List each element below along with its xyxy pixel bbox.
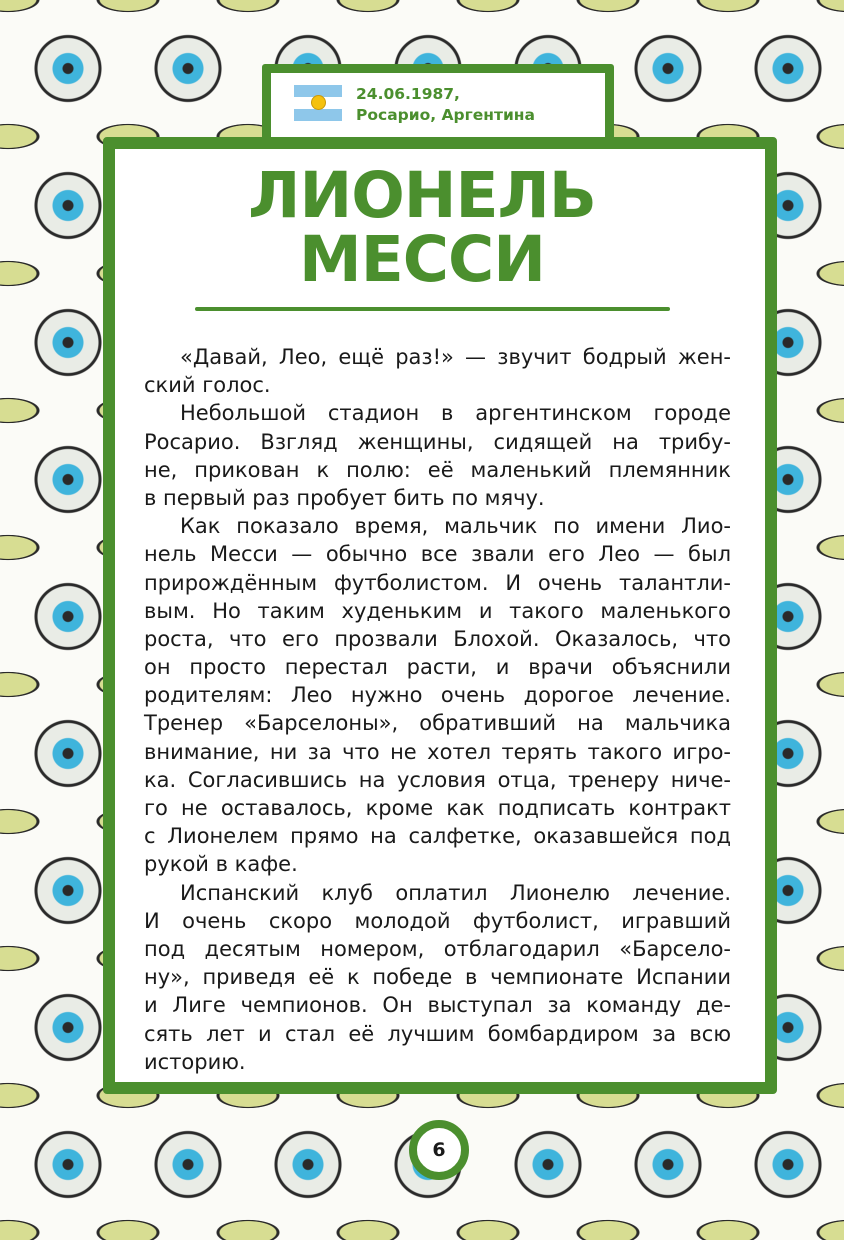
paragraph-3-line: родителям: Лео нужно очень дорогое лечение. [144,683,731,708]
paragraph-3-line: го не оставалось, кроме как подписать контракт [144,796,731,820]
birth-info [356,84,535,126]
paragraph-3-line: рукой в кафе. [144,852,298,877]
paragraph-1-line: «Давай, Лео, ещё раз!» — звучит бодрый жен- [180,345,731,369]
page-title [0,159,844,296]
paragraph-3-line: с Лионелем прямо на салфетке, оказавшейся под [144,824,731,849]
paragraph-3-line: нель Месси — обычно все звали его Лео — был [144,542,731,567]
title-divider [195,307,670,311]
birth-place: Росарио, Аргентина [356,106,535,124]
paragraph-4-line: И очень скоро молодой футболист, игравший [144,908,731,933]
paragraph-3-line: Как показало время, мальчик по имени Лио- [180,514,731,539]
paragraph-3-line: прирождённым футболистом. И очень талантли- [144,570,731,595]
paragraph-4-line: и Лиге чемпионов. Он выступал за команду де- [144,993,731,1018]
paragraph-3-line: ка. Согласившись на условия отца, тренеру ниче- [144,767,731,792]
paragraph-3-line: он просто перестал расти, и врачи объяснили [144,655,731,680]
paragraph-4-line: ну», приведя её к победе в чемпионате Испании [144,965,731,990]
paragraph-2-line: Росарио. Взгляд женщины, сидящей на трибу- [144,429,731,454]
page-number: 6 [409,1120,469,1180]
paragraph-3-line: внимание, ни за что не хотел терять такого игро- [144,739,731,764]
paragraph-4-line: под десятым номером, отблагодарил «Барсело- [144,936,731,961]
article-body [144,343,731,1076]
paragraph-3-line: вым. Но таким худеньким и такого маленького [144,598,731,623]
title-last-name: МЕССИ [299,223,545,296]
paragraph-4-line: Испанский клуб оплатил Лионелю лечение. [180,880,731,905]
paragraph-2-line: не, прикован к полю: её маленький племянник [144,457,731,482]
birth-date: 24.06.1987, [356,85,460,103]
paragraph-1-line: ский голос. [144,373,271,398]
argentina-flag-icon [294,85,342,121]
paragraph-4-line: сять лет и стал её лучшим бомбардиром за всю [144,1021,731,1046]
paragraph-4-line: историю. [144,1049,246,1074]
paragraph-3-line: Тренер «Барселоны», обративший на мальчика [144,711,731,736]
paragraph-2-line: в первый раз пробует бить по мячу. [144,485,545,510]
title-first-name: ЛИОНЕЛЬ [248,159,596,232]
paragraph-2-line: Небольшой стадион в аргентинском городе [180,401,731,426]
paragraph-3-line: роста, что его прозвали Блохой. Оказалось, что [144,626,731,651]
